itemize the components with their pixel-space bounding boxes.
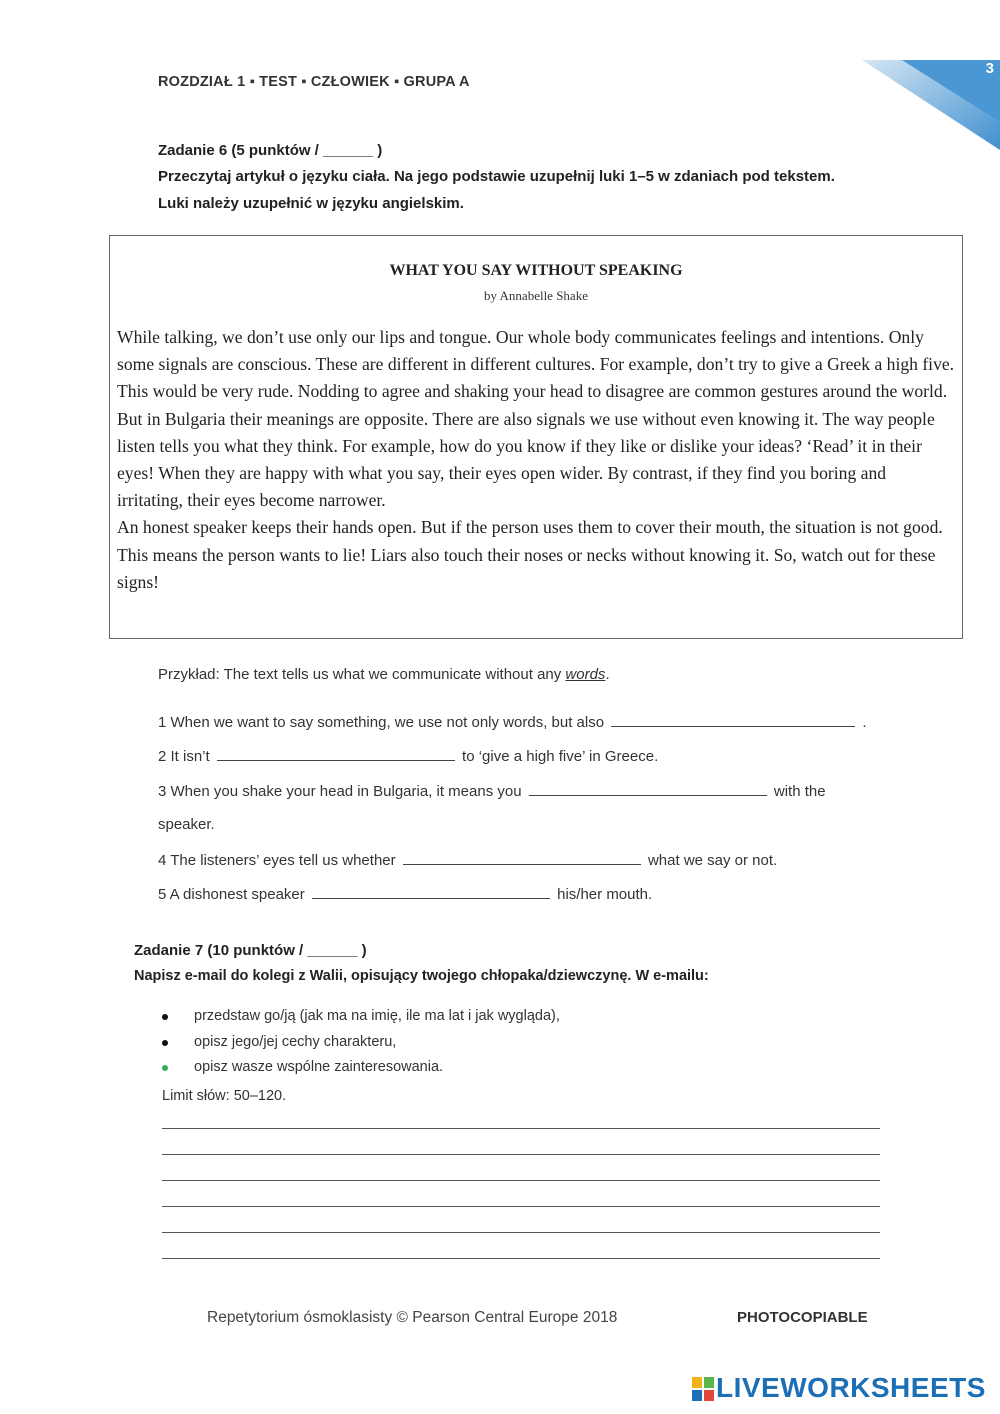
writing-line[interactable] [162, 1180, 880, 1181]
article-paragraph-2: An honest speaker keeps their hands open. But if the person uses them to cover their mouth, the situation is not good. This means the person wants to lie! Liars also touch their noses or necks without knowing it. So, watch out for these signs! [117, 517, 943, 592]
question-5-end: his/her mouth. [557, 886, 653, 903]
chapter-header: ROZDZIAŁ 1 ▪ TEST ▪ CZŁOWIEK ▪ GRUPA A [158, 74, 470, 90]
footer-photocopiable: PHOTOCOPIABLE [737, 1309, 868, 1326]
task7-instruction: Napisz e-mail do kolegi z Walii, opisujący twojego chłopaka/dziewczynę. W e-mailu: [134, 968, 709, 984]
task6-instruction-line1: Przeczytaj artykuł o języku ciała. Na jego podstawie uzupełnij luki 1–5 w zdaniach pod tekstem. [158, 168, 835, 185]
example-answer: words [565, 666, 606, 683]
question-5-text: 5 A dishonest speaker [158, 886, 305, 903]
question-3-continuation: speaker. [158, 816, 215, 833]
example-label: Przykład: [158, 666, 220, 683]
corner-decoration [862, 60, 1000, 150]
writing-line[interactable] [162, 1258, 880, 1259]
question-4-end: what we say or not. [647, 852, 778, 869]
bullet-dot-icon [162, 1065, 168, 1071]
question-3-text: 3 When you shake your head in Bulgaria, it means you [158, 783, 522, 800]
question-4-answer-blank[interactable] [403, 850, 641, 865]
writing-line[interactable] [162, 1128, 880, 1129]
question-1-end: . [862, 714, 867, 731]
article-paragraph-1: While talking, we don’t use only our lips and tongue. Our whole body communicates feelings and intentions. Only some signals are conscious. These are different in different cultures. For example, don’t try to give a Greek a high five. This would be very rude. Nodding to agree and shaking your head to disagree are common gestures around the world. But in Bulgaria their meanings are opposite. There are also signals we use without even knowing it. The way people listen tells you what they think. For example, how do you know if they like or dislike your ideas? ‘Read’ it in their eyes! When they are happy with what you say, their eyes open wider. By contrast, if they find you boring and irritating, their eyes become narrower. [117, 327, 955, 511]
article-title: WHAT YOU SAY WITHOUT SPEAKING [389, 262, 683, 279]
question-2-answer-blank[interactable] [217, 746, 455, 761]
task6-instruction-line2: Luki należy uzupełnić w języku angielskim. [158, 195, 464, 212]
bullet-dot-icon [162, 1040, 168, 1046]
bullet-dot-icon [162, 1014, 168, 1020]
example-end: . [605, 666, 610, 683]
question-3-end: with the [773, 783, 826, 800]
question-2-text: 2 It isn’t [158, 748, 210, 765]
page-number: 3 [985, 60, 994, 77]
word-limit: Limit słów: 50–120. [162, 1088, 287, 1104]
question-4 [158, 850, 777, 869]
question-5 [158, 884, 652, 903]
question-1-answer-blank[interactable] [611, 712, 855, 727]
question-3 [158, 781, 826, 800]
question-1 [158, 712, 867, 731]
article-author: by Annabelle Shake [484, 288, 588, 303]
question-3-answer-blank[interactable] [529, 781, 767, 796]
question-5-answer-blank[interactable] [312, 884, 550, 899]
article-body [117, 324, 956, 596]
writing-line[interactable] [162, 1232, 880, 1233]
example-sentence [158, 666, 610, 683]
question-2-end: to ‘give a high five’ in Greece. [462, 748, 659, 765]
liveworksheets-logo-icon [692, 1377, 714, 1401]
task7-title: Zadanie 7 (10 punktów / ______ ) [134, 942, 367, 959]
task6-title: Zadanie 6 (5 punktów / ______ ) [158, 142, 383, 159]
question-4-text: 4 The listeners’ eyes tell us whether [158, 852, 396, 869]
writing-line[interactable] [162, 1206, 880, 1207]
question-1-text: 1 When we want to say something, we use not only words, but also [158, 714, 605, 731]
writing-line[interactable] [162, 1154, 880, 1155]
footer-copyright: Repetytorium ósmoklasisty © Pearson Central Europe 2018 [207, 1309, 618, 1326]
example-text: The text tells us what we communicate without any [223, 666, 562, 683]
liveworksheets-brand[interactable]: LIVEWORKSHEETS [716, 1372, 986, 1403]
article-box [109, 235, 963, 639]
question-2 [158, 746, 658, 765]
